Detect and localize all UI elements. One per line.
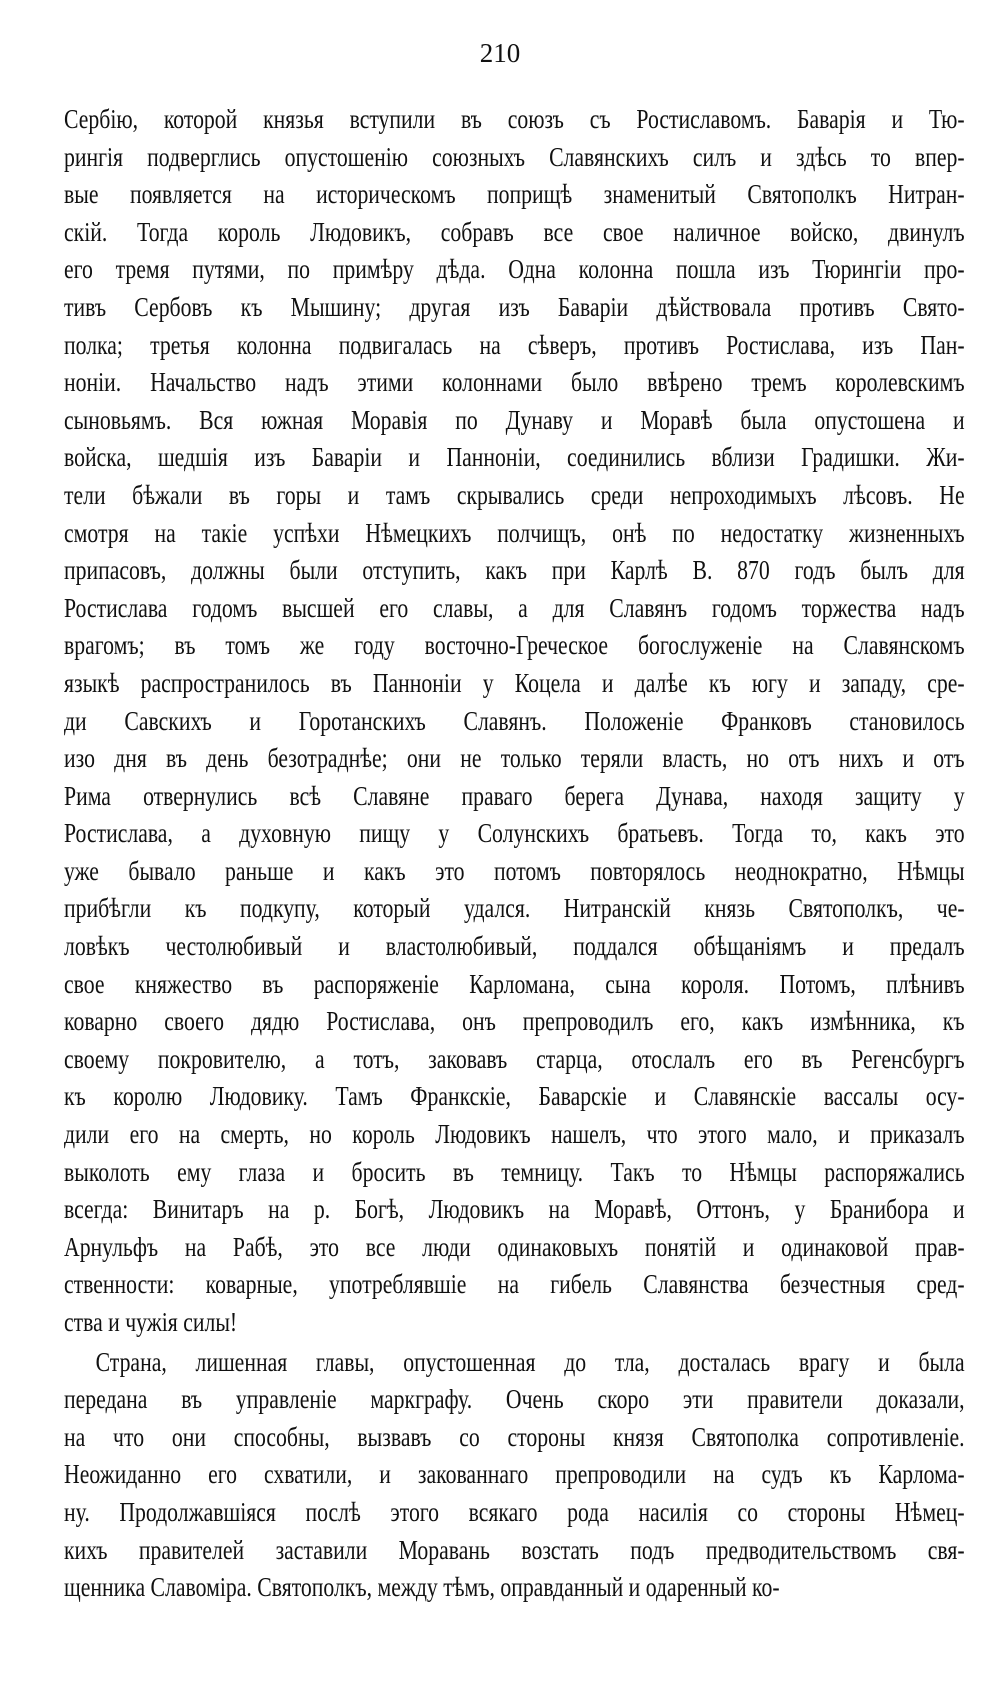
- text-line: скій. Тогда король Людовикъ, собравъ все свое наличное войско, двинулъ: [64, 215, 965, 247]
- text-line: смотря на такіе успѣхи Нѣмецкихъ полчищъ, онѣ по недостатку жизненныхъ: [64, 516, 965, 548]
- text-line: врагомъ; въ томъ же году восточно-Греческое богослуженіе на Славянскомъ: [64, 629, 965, 661]
- text-line: ловѣкъ честолюбивый и властолюбивый, поддался обѣщаніямъ и предалъ: [64, 930, 965, 962]
- text-line: рингія подверглись опустошенію союзныхъ Славянскихъ силъ и здѣсь то впер-: [64, 140, 965, 172]
- text-line: щенника Славоміра. Святополкъ, между тѣмъ, оправданный и одаренный ко-: [64, 1571, 780, 1603]
- text-line: языкѣ распространилось въ Панноніи у Коцела и далѣе къ югу и западу, сре-: [64, 666, 965, 698]
- text-line: изо дня въ день безотраднѣе; они не только теряли власть, но отъ нихъ и отъ: [64, 742, 965, 774]
- text-line: дили его на смерть, но король Людовикъ нашелъ, что этого мало, и приказалъ: [64, 1118, 965, 1150]
- text-line: выколоть ему глаза и бросить въ темницу. Такъ то Нѣмцы распоряжались: [64, 1155, 965, 1187]
- text-line: уже бывало раньше и какъ это потомъ повторялось неоднократно, Нѣмцы: [64, 854, 965, 886]
- text-line: ну. Продолжавшіяся послѣ этого всякаго рода насилія со стороны Нѣмец-: [64, 1495, 965, 1527]
- text-line: на что они способны, вызвавъ со стороны князя Святополка сопротивленіе.: [64, 1420, 965, 1452]
- text-line: полка; третья колонна подвигалась на сѣверъ, противъ Ростислава, изъ Пан-: [64, 328, 965, 360]
- text-line: кихъ правителей заставили Моравань возстать подъ предводительствомъ свя-: [64, 1533, 965, 1565]
- text-line: прибѣгли къ подкупу, который удался. Нитранскій князь Святополкъ, че-: [64, 892, 965, 924]
- text-line: войска, шедшія изъ Баваріи и Панноніи, соединились вблизи Градишки. Жи-: [64, 441, 965, 473]
- text-line: Неожиданно его схватили, и закованнаго препроводили на судъ къ Карлома-: [64, 1458, 965, 1490]
- text-line: ди Савскихъ и Горотанскихъ Славянъ. Положеніе Франковъ становилось: [64, 704, 965, 736]
- text-line: свое княжество въ распоряженіе Карломана, сына короля. Потомъ, плѣнивъ: [64, 967, 965, 999]
- text-line: сыновьямъ. Вся южная Моравія по Дунаву и Моравѣ была опустошена и: [64, 403, 965, 435]
- page-number: 210: [479, 38, 521, 68]
- text-line: коварно своего дядю Ростислава, онъ препроводилъ его, какъ измѣнника, къ: [64, 1005, 965, 1037]
- text-line: его тремя путями, по примѣру дѣда. Одна колонна пошла изъ Тюрингіи про-: [64, 253, 965, 285]
- text-line: вые появляется на историческомъ поприщѣ знаменитый Святополкъ Нитран-: [64, 178, 965, 210]
- text-line: ственности: коварные, употреблявшіе на гибель Славянства безчестныя сред-: [64, 1268, 965, 1300]
- text-line: ства и чужія силы!: [64, 1306, 238, 1337]
- text-line: Сербію, которой князья вступили въ союзъ съ Ростиславомъ. Баварія и Тю-: [64, 103, 965, 134]
- text-line: всегда: Винитаръ на р. Богѣ, Людовикъ на Моравѣ, Оттонъ, у Бранибора и: [64, 1193, 965, 1225]
- text-line: Ростислава, а духовную пищу у Солунскихъ братьевъ. Тогда то, какъ это: [64, 817, 965, 849]
- text-line: тели бѣжали въ горы и тамъ скрывались среди непроходимыхъ лѣсовъ. Не: [64, 478, 965, 510]
- text-line: тивъ Сербовъ къ Мышину; другая изъ Баваріи дѣйствовала противъ Свято-: [64, 290, 965, 322]
- text-line: своему покровителю, а тотъ, заковавъ старца, отослалъ его въ Регенсбургъ: [64, 1042, 965, 1074]
- text-line: припасовъ, должны были отступить, какъ при Карлѣ В. 870 годъ былъ для: [64, 554, 965, 586]
- text-line: передана въ управленіе маркграфу. Очень скоро эти правители доказали,: [64, 1383, 965, 1415]
- text-line: ноніи. Начальство надъ этими колоннами было ввѣрено тремъ королевскимъ: [64, 366, 965, 398]
- body-text: [64, 100, 965, 1606]
- text-line: къ королю Людовику. Тамъ Франкскіе, Баварскіе и Славянскіе вассалы осу-: [64, 1080, 965, 1112]
- text-line: Рима отвернулись всѣ Славяне праваго берега Дунава, находя защиту у: [64, 779, 965, 811]
- text-line: Арнульфъ на Рабѣ, это все люди одинаковыхъ понятій и одинаковой прав-: [64, 1230, 965, 1262]
- paragraph-start-line: Страна, лишенная главы, опустошенная до тла, досталась врагу и была: [95, 1345, 965, 1377]
- text-line: Ростислава годомъ высшей его славы, а для Славянъ годомъ торжества надъ: [64, 591, 965, 623]
